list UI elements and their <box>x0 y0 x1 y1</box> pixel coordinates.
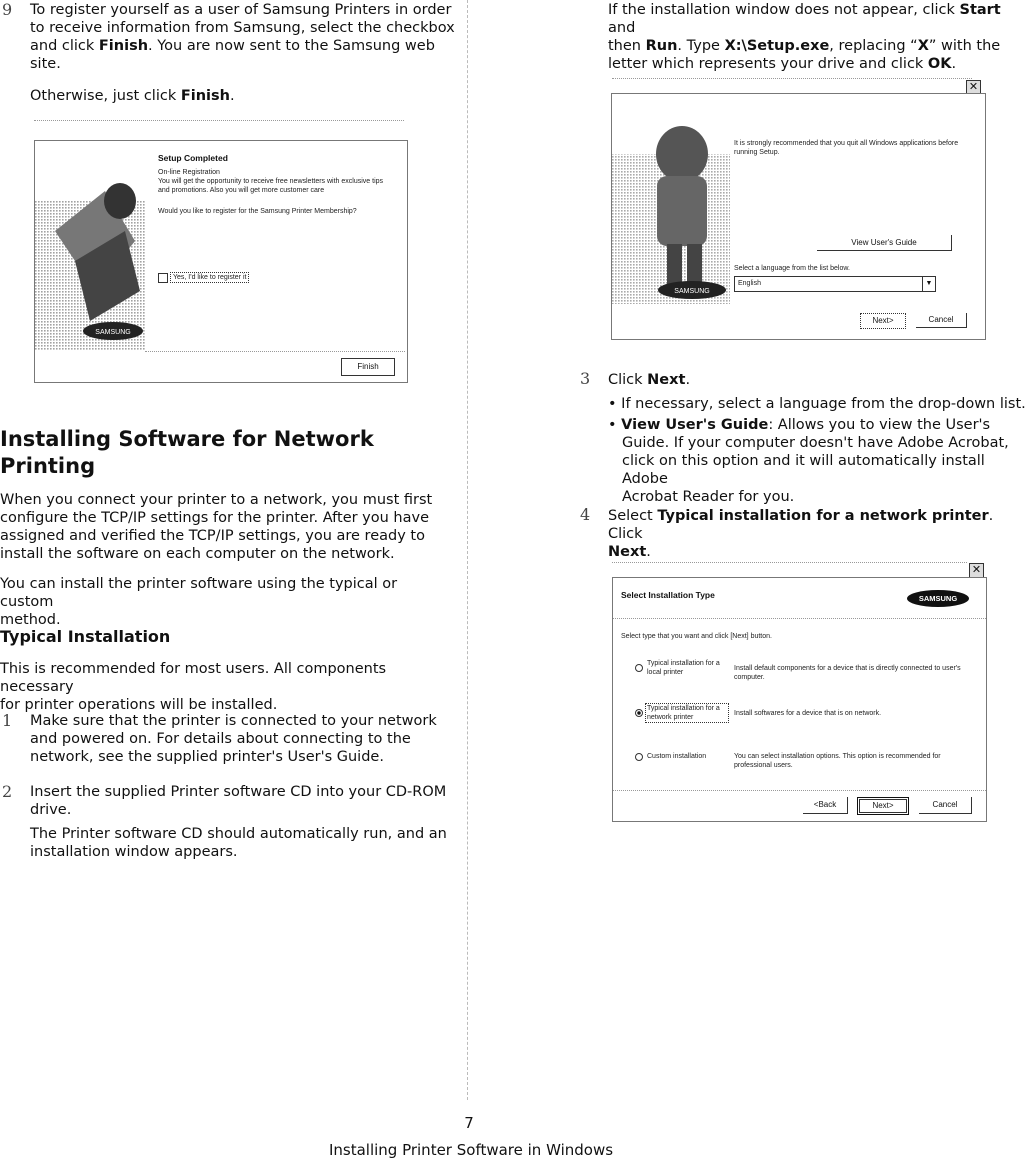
dialog-title: Setup Completed <box>158 153 228 163</box>
step-3-number: 3 <box>580 369 591 388</box>
instruction-text: Select type that you want and click [Next] button. <box>621 633 772 640</box>
installation-type-dialog <box>612 577 987 822</box>
footer-title: Installing Printer Software in Windows <box>328 1141 614 1159</box>
samsung-logo: SAMSUNG <box>907 590 969 607</box>
register-checkbox[interactable] <box>158 273 168 283</box>
language-value: English <box>738 280 761 287</box>
step-9-number: 9 <box>2 0 13 19</box>
step-1-number: 1 <box>2 711 13 730</box>
radio-local-printer[interactable] <box>635 664 643 672</box>
option-network-printer-desc: Install softwares for a device that is on network. <box>734 710 882 717</box>
step-2-number: 2 <box>2 782 13 801</box>
option-network-printer-label[interactable]: Typical installation for a network printer <box>645 703 729 723</box>
cancel-button[interactable]: Cancel <box>916 313 967 328</box>
cancel-button[interactable]: Cancel <box>919 797 972 814</box>
finish-button[interactable]: Finish <box>341 358 395 376</box>
option-local-printer-label[interactable]: Typical installation for a local printer <box>647 660 720 676</box>
page-number: 7 <box>464 1114 474 1132</box>
quit-apps-note: It is strongly recommended that you quit all Windows applications before running Setup. <box>734 140 959 156</box>
registration-text: On-line Registration You will get the opportunity to receive free newsletters with exclusive tips and promotions. Also you will get more customer care Would you like to register for the Samsung Printer Membership? <box>158 169 384 215</box>
screenshot-edge <box>34 120 404 121</box>
close-icon[interactable]: ✕ <box>966 80 981 95</box>
samsung-figure-image <box>612 114 730 304</box>
language-select-dialog <box>611 93 986 340</box>
close-icon[interactable]: ✕ <box>969 563 984 578</box>
otherwise-note: Otherwise, just click Finish. <box>30 88 235 104</box>
run-setup-instructions: If the installation window does not appear, click Start and then Run. Type X:\Setup.exe, replacing “X” with the letter which represents your drive and click OK. <box>608 2 1001 72</box>
register-checkbox-label[interactable]: Yes, I'd like to register it <box>170 272 249 283</box>
samsung-figure-image <box>35 171 145 351</box>
step-2-text: Insert the supplied Printer software CD into your CD-ROM drive. The Printer software CD should automatically run, and an installation window appears. <box>30 784 447 860</box>
step-4-text: Select Typical installation for a network printer. Click Next. <box>608 508 994 560</box>
language-dropdown[interactable] <box>734 276 936 292</box>
setup-completed-dialog <box>34 140 408 383</box>
typical-installation-text: This is recommended for most users. All components necessary for printer operations will be installed. <box>0 661 387 713</box>
section-title: Installing Software for Network Printing <box>0 427 374 478</box>
radio-custom-installation[interactable] <box>635 753 643 761</box>
back-button[interactable]: <Back <box>803 797 848 814</box>
svg-text:SAMSUNG: SAMSUNG <box>674 288 710 295</box>
step-1-text: Make sure that the printer is connected to your network and powered on. For details about connecting to the network, see the supplied printer's User's Guide. <box>30 713 437 765</box>
section-intro: When you connect your printer to a network, you must first configure the TCP/IP settings for the printer. After you have assigned and verified the TCP/IP settings, you are ready to install the software on each computer on the network. You can install the printer software using the typical or custom method. <box>0 492 433 628</box>
typical-installation-heading: Typical Installation <box>0 627 171 646</box>
radio-network-printer[interactable] <box>635 709 643 717</box>
dialog-title: Select Installation Type <box>621 590 715 600</box>
step-4-number: 4 <box>580 505 591 524</box>
step-3-text: Click Next. • If necessary, select a language from the drop-down list. • View User's Guide: Allows you to view the User's Guide. If your computer doesn't have Adobe Acrobat, click on this option and it will automatically install Adobe Acrobat Reader for you. <box>608 371 1028 506</box>
step-3-bullet-2: • View User's Guide: Allows you to view the User's <box>608 417 991 433</box>
step-9-text: To register yourself as a user of Samsung Printers in order to receive information from Samsung, select the checkbox and click Finish. You are now sent to the Samsung web site. Otherwise, just click Finish. <box>30 1 460 105</box>
option-custom-desc: You can select installation options. This option is recommended for professional users. <box>734 753 941 769</box>
next-button[interactable]: Next> <box>857 797 909 815</box>
chevron-down-icon: ▼ <box>922 277 935 291</box>
step-3-bullet-1: • If necessary, select a language from the drop-down list. <box>608 396 1026 412</box>
next-button[interactable]: Next> <box>860 313 906 329</box>
svg-text:SAMSUNG: SAMSUNG <box>95 329 131 336</box>
column-divider <box>467 0 468 1100</box>
option-local-printer-desc: Install default components for a device that is directly connected to user's computer. <box>734 665 961 681</box>
view-users-guide-button[interactable]: View User's Guide <box>817 235 952 251</box>
select-language-label: Select a language from the list below. <box>734 265 850 272</box>
option-custom-label[interactable]: Custom installation <box>647 753 707 760</box>
